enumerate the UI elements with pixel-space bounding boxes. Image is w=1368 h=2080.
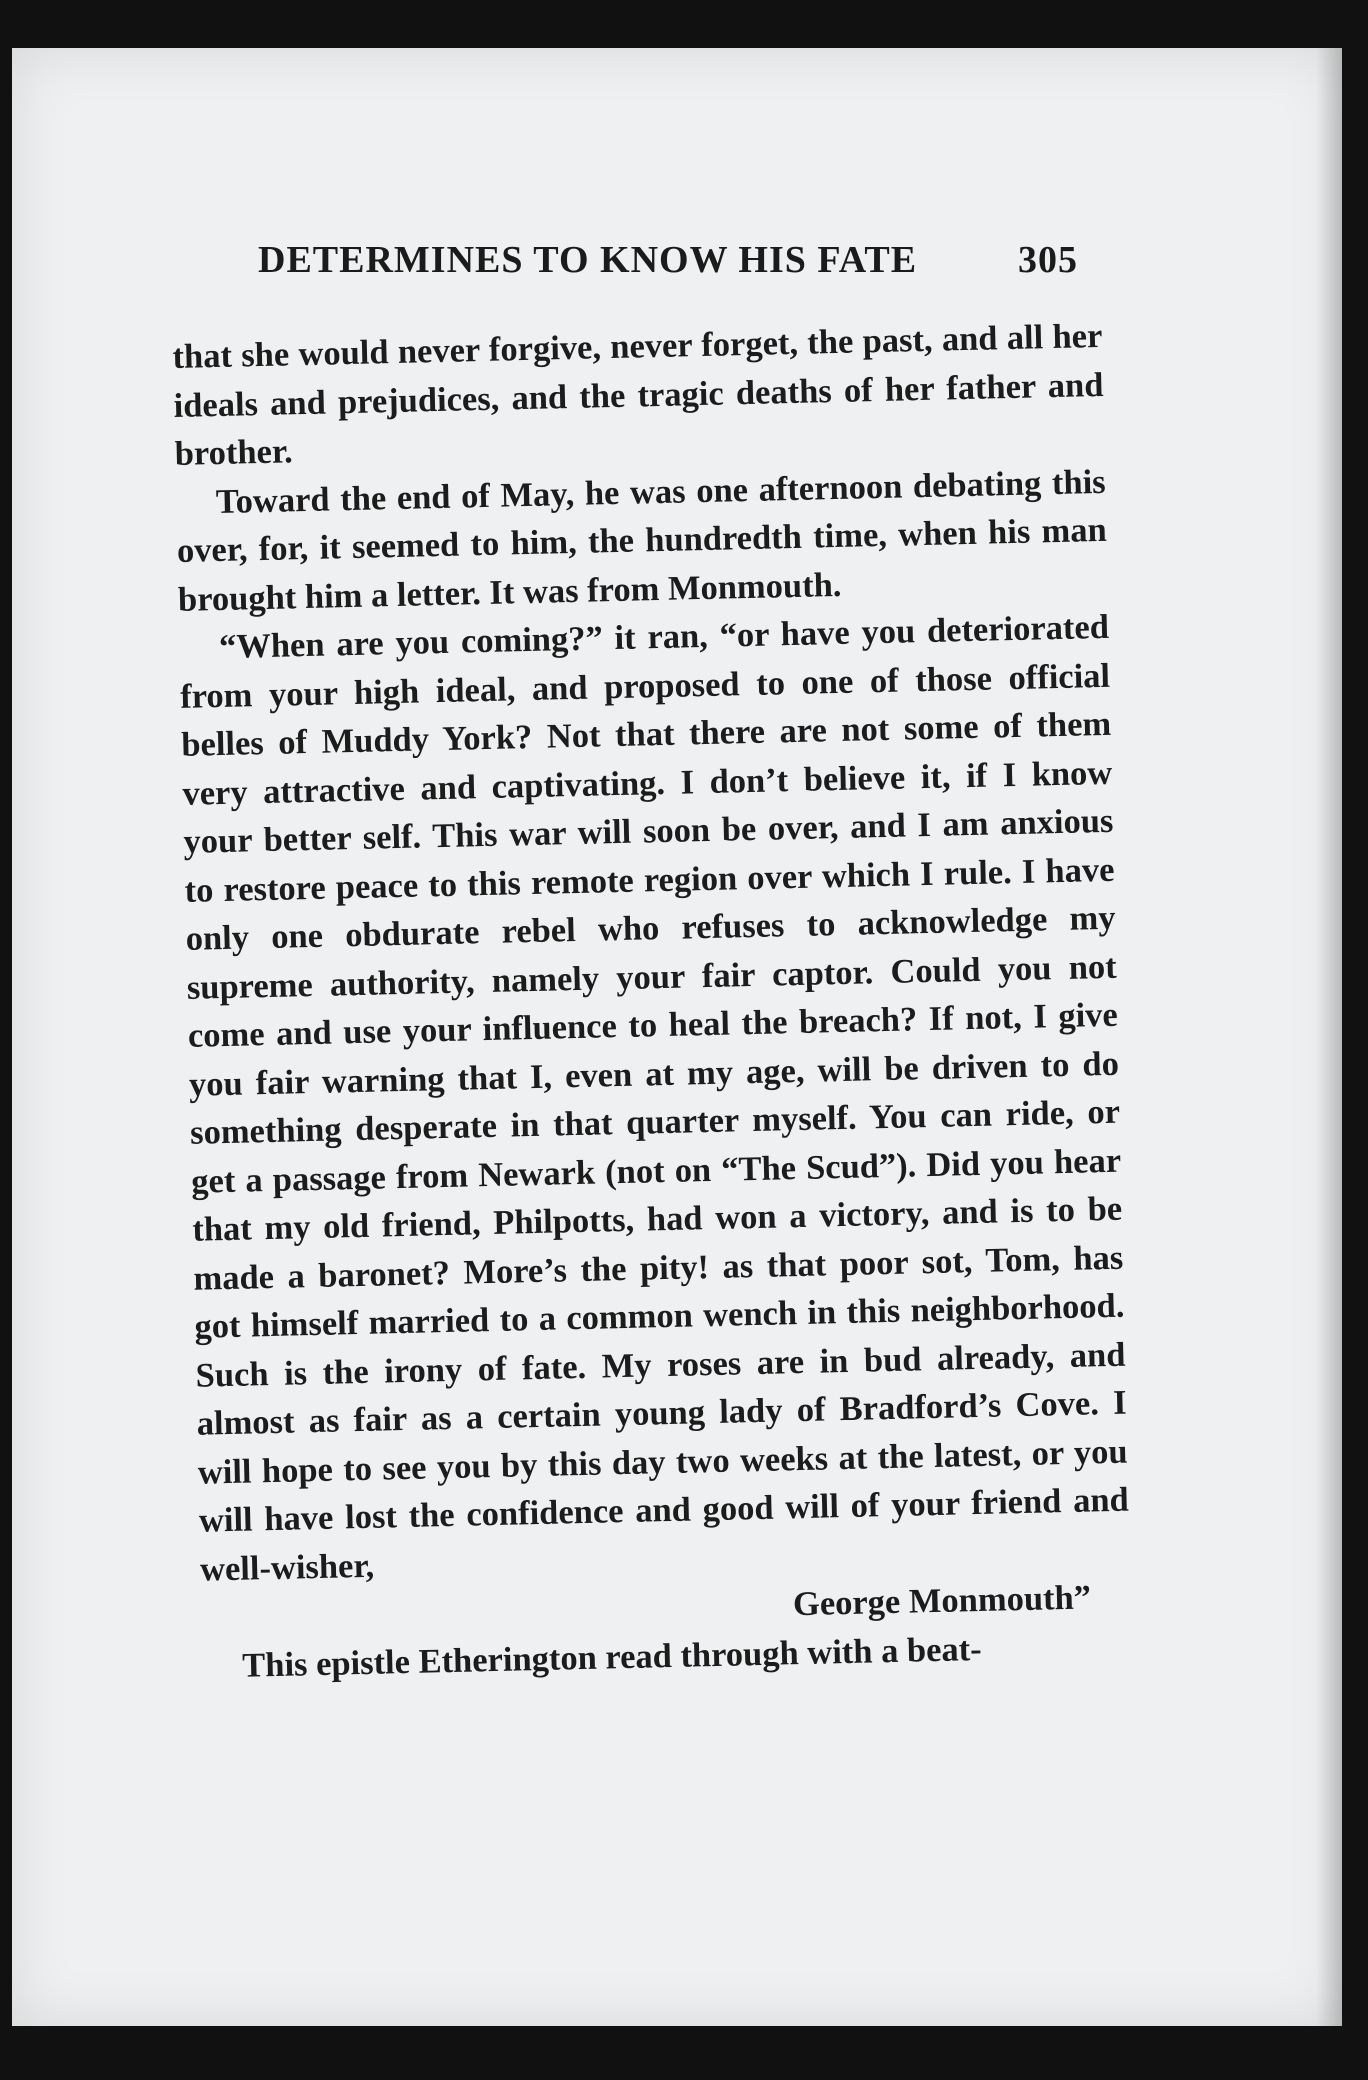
- running-head: [258, 238, 1078, 282]
- paragraph-4: This epistle Etherington read through with a beat-: [241, 1629, 983, 1685]
- running-head-title: DETERMINES TO KNOW HIS FATE: [258, 239, 918, 281]
- paragraph-2: Toward the end of May, he was one afternoon debating this over, for, it seemed to him, the hundredth time, when his man brought him a letter. It was from Monmouth.: [176, 462, 1108, 619]
- letter-signature: George Monmouth”: [792, 1578, 1092, 1624]
- paragraph-1: that she would never forgive, never forget, the past, and all her ideals and prejudices, and the tragic deaths of her father and brother.: [172, 316, 1104, 473]
- paragraph-3-letter: “When are you coming?” it ran, “or have you deteriorated from your high ideal, and proposed to one of those official belles of Muddy York? Not that there are not some of them very attractive and captivating. I don’t believe it, if I know your better self. This war will soon be over, and I am anxious to restore peace to this remote region over which I rule. I have only one obdurate rebel who refuses to acknowledge my supreme authority, namely your fair captor. Could you not come and use your influence to heal the breach? If not, I give you fair warning that I, even at my age, will be driven to do something desperate in that quarter myself. You can ride, or get a passage from Newark (not on “The Scud”). Did you hear that my old friend, Philpotts, had won a victory, and is to be made a baronet? More’s the pity! as that poor sot, Tom, has got himself married to a common wench in this neighborhood. Such is the irony of fate. My roses are in bud already, and almost as fair as a certain young lady of Bradford’s Cove. I will hope to see you by this day two weeks at the latest, or you will have lost the confidence and good will of your friend and well-wisher,: [179, 607, 1130, 1589]
- body-text: [172, 312, 1133, 1691]
- book-page: [12, 48, 1342, 2026]
- page-edge-shadow: [1316, 48, 1342, 2026]
- page-number: 305: [1018, 239, 1078, 281]
